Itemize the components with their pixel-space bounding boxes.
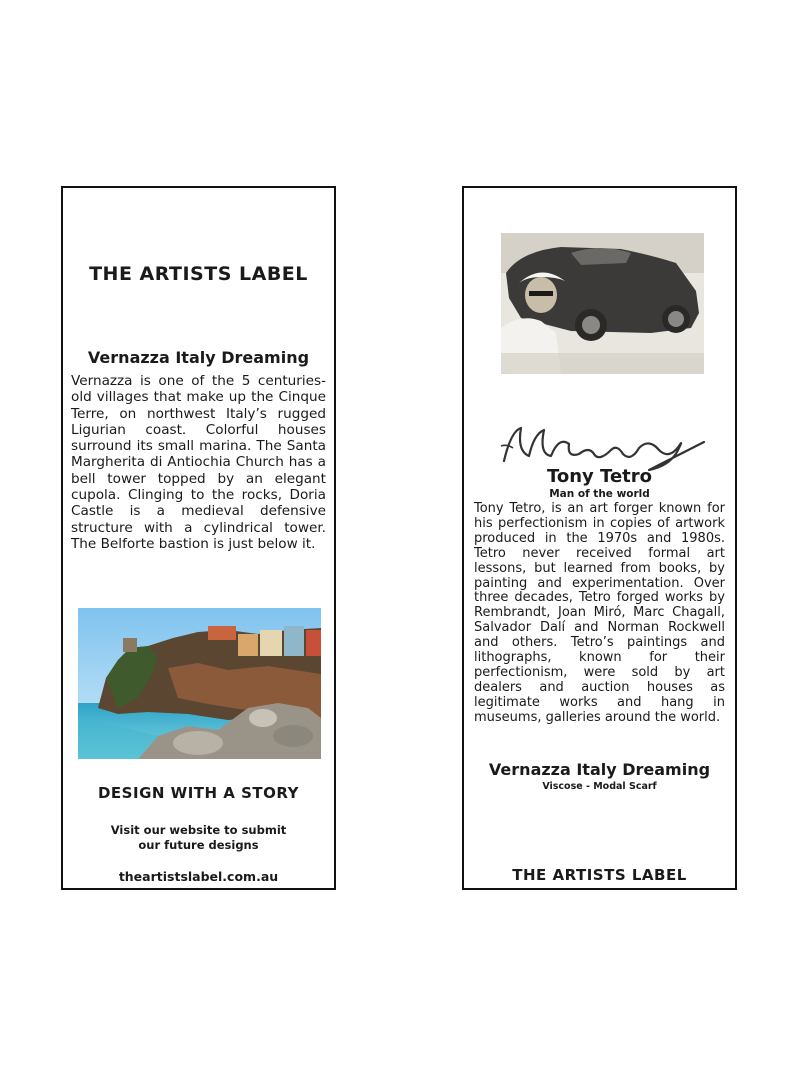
design-description: Vernazza is one of the 5 centuries-old villages that make up the Cinque Terre, on northwest Italy’s rugged Ligurian coast. Colorful houses surround its small marina. The Santa Margherita di Antiochia Church has a bell tower topped by an elegant cupola. Clinging to the rocks, Doria Castle is a medieval defensive structure with a cylindrical tower. The Belforte bastion is just below it.: [71, 373, 326, 552]
design-title: Vernazza Italy Dreaming: [87, 348, 310, 367]
artist-subtitle: Man of the world: [549, 488, 650, 500]
tagline: DESIGN WITH A STORY: [97, 784, 299, 802]
brand-footer: THE ARTISTS LABEL: [512, 866, 687, 884]
website-link[interactable]: theartistslabel.com.au: [118, 869, 279, 884]
artist-photo: [501, 233, 704, 374]
cta-line-2: our future designs: [138, 838, 259, 852]
brand-heading: THE ARTISTS LABEL: [89, 263, 308, 285]
artist-name: Tony Tetro: [546, 466, 652, 487]
right-label-card: [462, 186, 737, 890]
material-label: Viscose - Modal Scarf: [542, 781, 657, 792]
vernazza-photo: [78, 608, 321, 759]
design-title: Vernazza Italy Dreaming: [488, 760, 711, 779]
artist-bio: Tony Tetro, is an art forger known for his perfectionism in copies of artwork produced in the 1970s and 1980s. Tetro never received formal art lessons, but learned from books, by painting and experimentation. Over three decades, Tetro forged works by Rembrandt, Joan Miró, Marc Chagall, Salvador Dalí and Norman Rockwell and others. Tetro’s paintings and lithographs, known for their perfectionism, were sold by art dealers and auction houses as legitimate works and hang in museums, galleries around the world.: [474, 501, 725, 725]
cta-line-1: Visit our website to submit: [110, 823, 287, 837]
left-label-card: [61, 186, 336, 890]
